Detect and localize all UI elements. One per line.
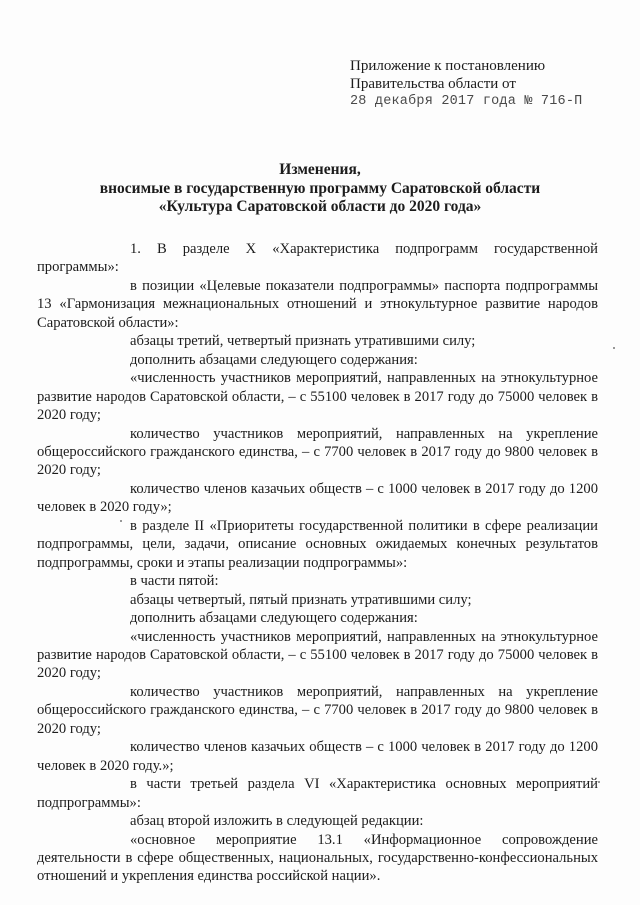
paragraph: количество участников мероприятий, направленных на укрепление общероссийского гражданского единства, – с 7700 человек в 2017 году до 9800 человек в 2020 году; bbox=[37, 683, 598, 737]
paragraph: количество членов казачьих обществ – с 1000 человек в 2017 году до 1200 человек в 2020 году.»; bbox=[37, 739, 598, 774]
scan-speck bbox=[613, 347, 615, 349]
paragraph: дополнить абзацами следующего содержания: bbox=[130, 351, 418, 368]
paragraph: в части третьей раздела VI «Характеристика основных мероприятий подпрограммы»: bbox=[37, 776, 598, 811]
paragraph: абзац второй изложить в следующей редакции: bbox=[130, 813, 424, 830]
title-line-2: вносимые в государственную программу Саратовской области bbox=[99, 179, 541, 197]
paragraph: абзацы третий, четвертый признать утратившими силу; bbox=[130, 333, 476, 350]
document-body bbox=[37, 240, 598, 886]
paragraph: «основное мероприятие 13.1 «Информационное сопровождение деятельности в сфере общественных, национальных, государственно-конфессиональных отношений и укрепления единства российской нации». bbox=[37, 831, 598, 885]
appendix-date-stamp: 28 декабря 2017 года № 716-П bbox=[350, 94, 583, 109]
scan-speck bbox=[120, 520, 122, 522]
appendix-header bbox=[350, 57, 600, 111]
paragraph: «численность участников мероприятий, направленных на этнокультурное развитие народов Саратовской области, – с 55100 человек в 2017 году до 75000 человек в 2020 году; bbox=[37, 628, 598, 682]
paragraph: в позиции «Целевые показатели подпрограммы» паспорта подпрограммы 13 «Гармонизация межнациональных отношений и этнокультурное развитие народов Саратовской области»: bbox=[37, 277, 598, 331]
paragraph: в разделе II «Приоритеты государственной политики в сфере реализации подпрограммы, цели, задачи, описание основных ожидаемых конечных результатов подпрограммы, сроки и этапы реализации подпрограммы»: bbox=[37, 517, 598, 571]
document-title bbox=[60, 161, 580, 217]
paragraph: в части пятой: bbox=[130, 573, 219, 590]
appendix-line-1: Приложение к постановлению bbox=[350, 58, 546, 74]
paragraph: абзацы четвертый, пятый признать утратившими силу; bbox=[130, 591, 472, 608]
paragraph: количество членов казачьих обществ – с 1000 человек в 2017 году до 1200 человек в 2020 году»; bbox=[37, 480, 598, 516]
paragraph: 1. В разделе X «Характеристика подпрограмм государственной программы»: bbox=[37, 241, 598, 276]
paragraph: количество участников мероприятий, направленных на укрепление общероссийского гражданского единства, – с 7700 человек в 2017 году до 9800 человек в 2020 году; bbox=[37, 425, 598, 479]
title-line-1: Изменения, bbox=[279, 161, 361, 178]
paragraph: дополнить абзацами следующего содержания: bbox=[130, 610, 418, 627]
appendix-line-2: Правительства области от bbox=[350, 76, 516, 92]
paragraph: «численность участников мероприятий, направленных на этнокультурное развитие народов Саратовской области, – с 55100 человек в 2017 году до 75000 человек в 2020 году; bbox=[37, 370, 598, 424]
title-line-3: «Культура Саратовской области до 2020 года» bbox=[158, 198, 482, 215]
scan-speck bbox=[598, 781, 600, 783]
